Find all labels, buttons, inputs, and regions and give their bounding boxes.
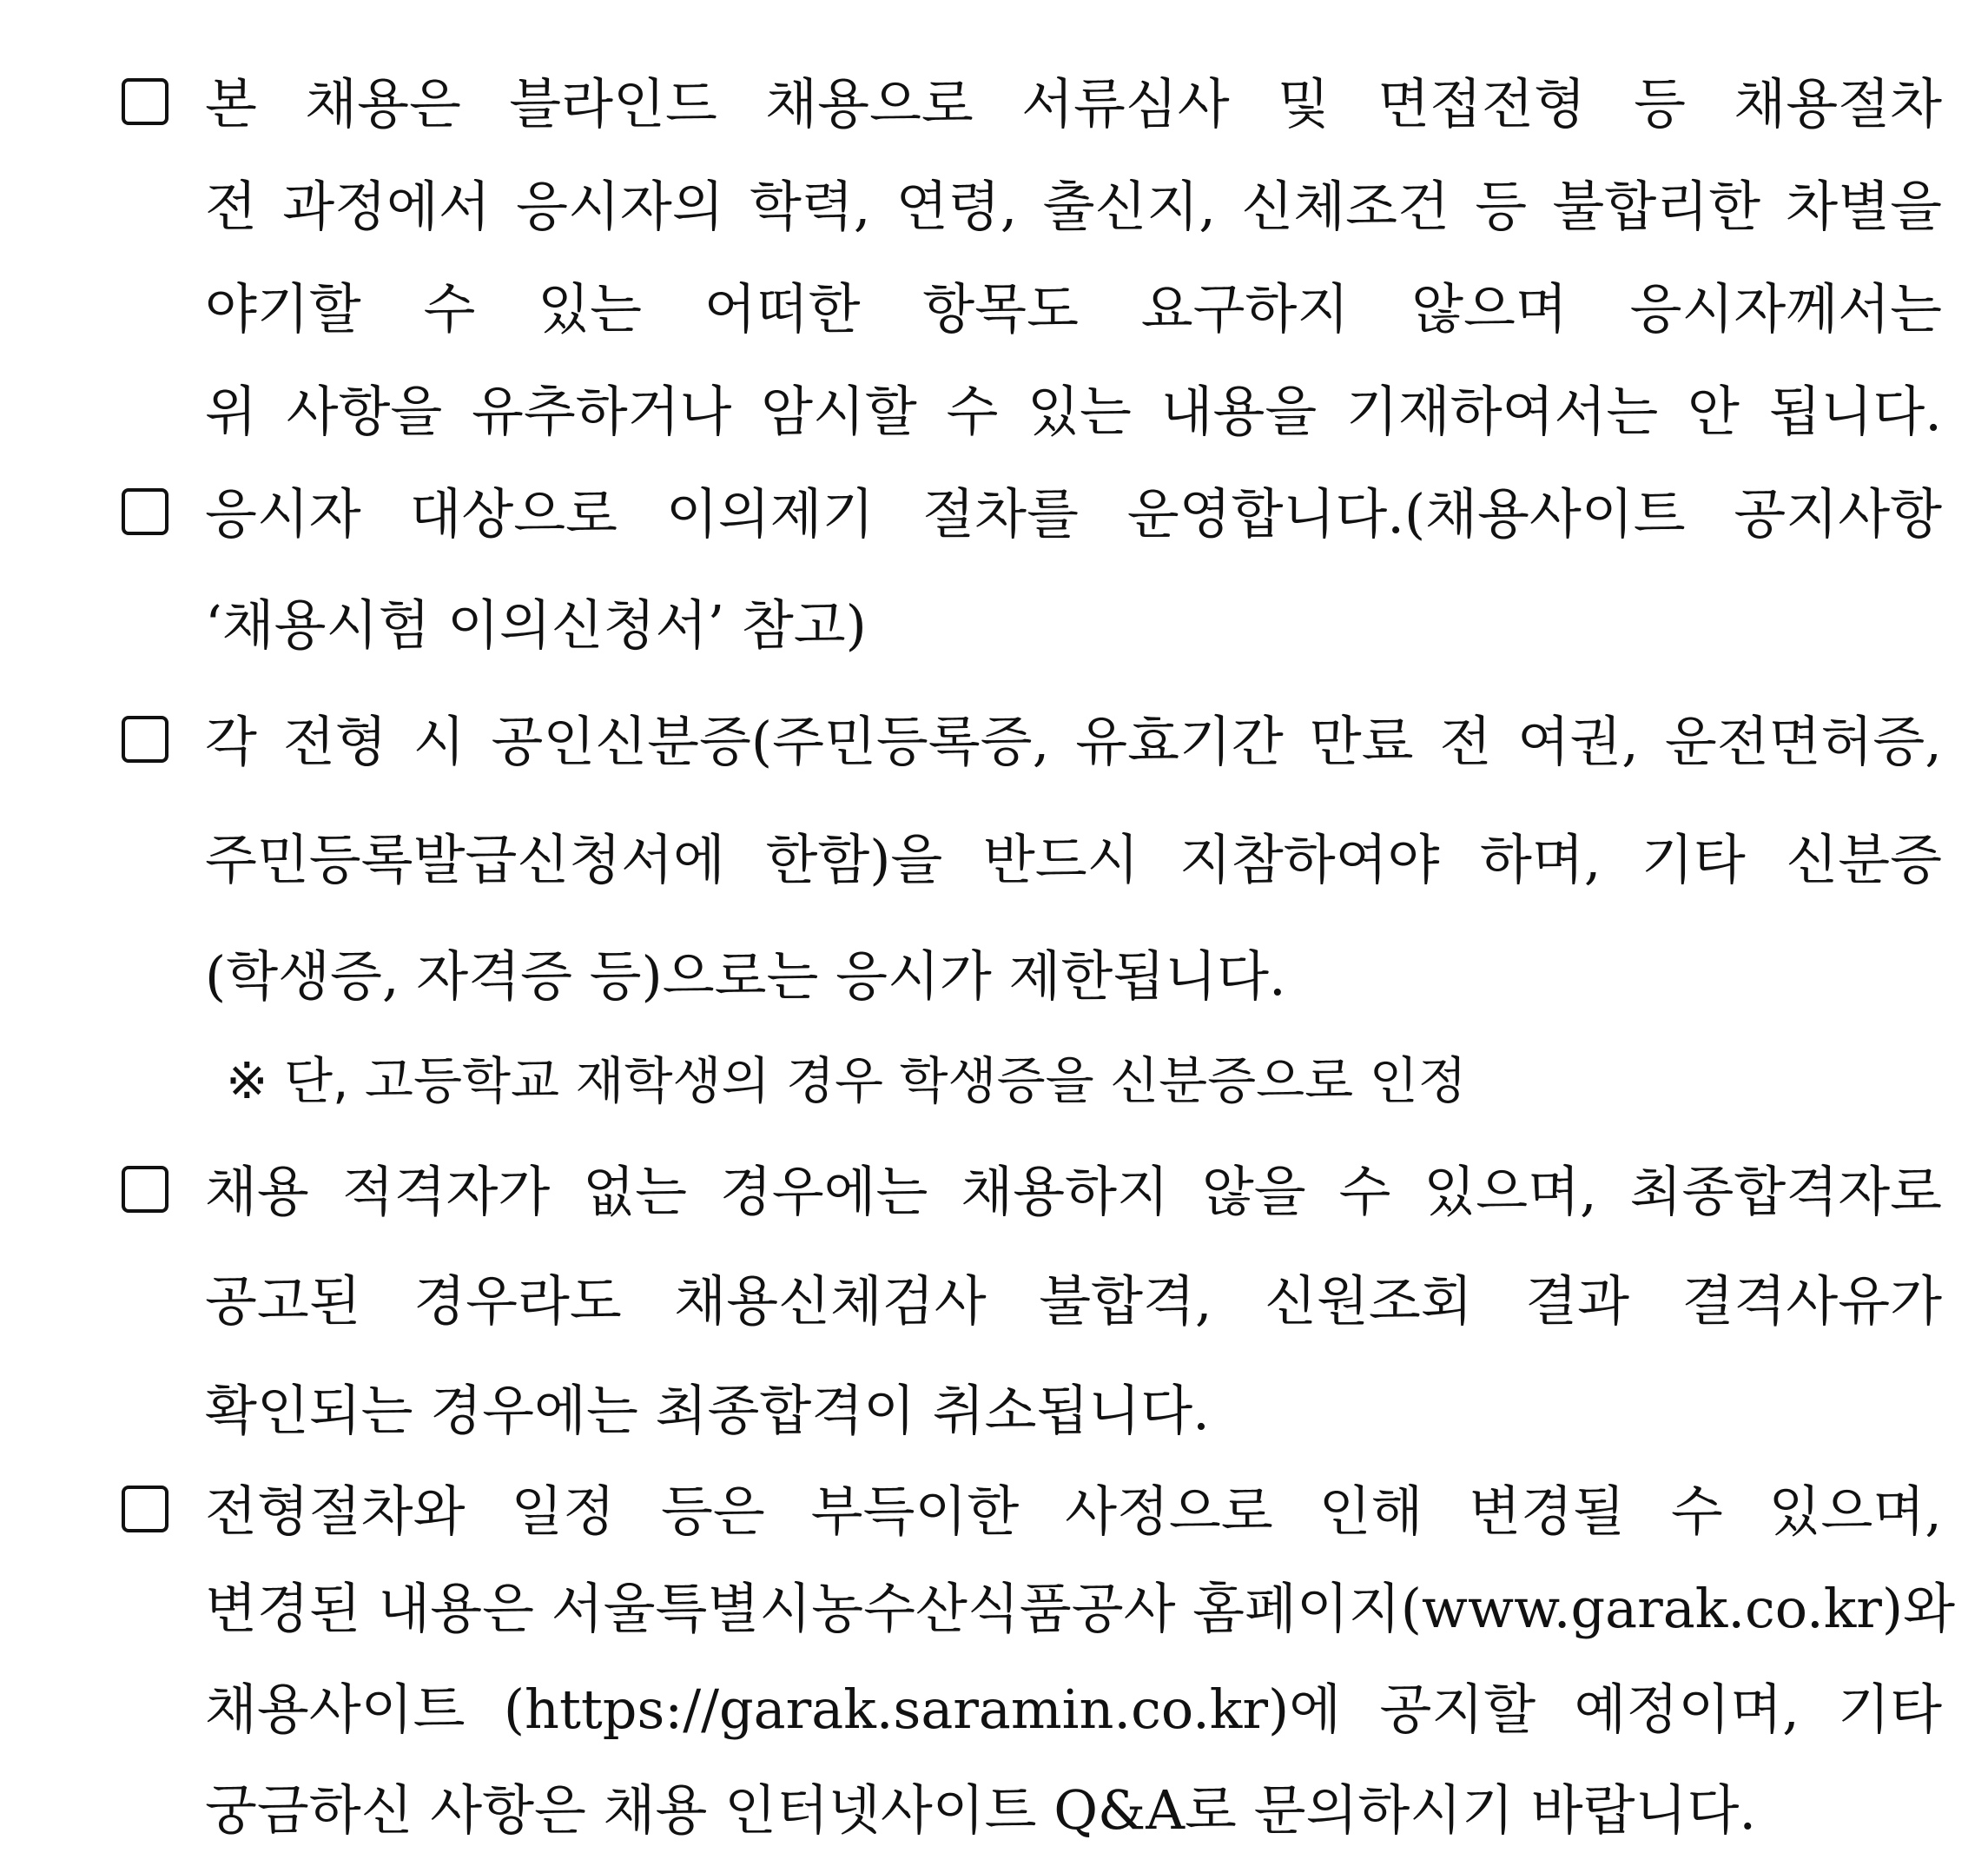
checkbox-bullet-icon: [122, 78, 168, 125]
notice-line: ‘채용시험 이의신청서’ 참고): [205, 593, 867, 657]
checkbox-bullet-icon: [122, 488, 168, 535]
checkbox-bullet-icon: [122, 1486, 168, 1532]
notice-line: 채용사이트 (https://garak.saramin.co.kr)에 공지할 예정이며, 기타: [205, 1678, 1942, 1741]
notice-line: 주민등록발급신청서에 한함)을 반드시 지참하여야 하며, 기타 신분증: [205, 828, 1942, 891]
notice-line: 채용 적격자가 없는 경우에는 채용하지 않을 수 있으며, 최종합격자로: [205, 1160, 1942, 1223]
notice-line: 야기할 수 있는 어떠한 항목도 요구하지 않으며 응시자께서는: [205, 277, 1942, 341]
notice-line: 각 전형 시 공인신분증(주민등록증, 유효기간 만료 전 여권, 운전면허증,: [205, 710, 1942, 773]
checkbox-bullet-icon: [122, 1166, 168, 1213]
notice-line: 본 채용은 블라인드 채용으로 서류심사 및 면접전형 등 채용절차: [205, 72, 1942, 136]
checkbox-bullet-icon: [122, 716, 168, 763]
notice-line: 공고된 경우라도 채용신체검사 불합격, 신원조회 결과 결격사유가: [205, 1269, 1942, 1333]
notice-line: (학생증, 자격증 등)으로는 응시가 제한됩니다.: [205, 944, 1286, 1008]
notice-line: 전형절차와 일정 등은 부득이한 사정으로 인해 변경될 수 있으며,: [205, 1479, 1942, 1543]
notice-note-student-id: ※ 단, 고등학교 재학생의 경우 학생증을 신분증으로 인정: [226, 1051, 1467, 1110]
notice-line: 확인되는 경우에는 최종합격이 취소됩니다.: [205, 1379, 1210, 1442]
notice-line: 위 사항을 유추하거나 암시할 수 있는 내용을 기재하여서는 안 됩니다.: [205, 380, 1942, 443]
notice-line: 응시자 대상으로 이의제기 절차를 운영합니다.(채용사이트 공지사항: [205, 482, 1942, 546]
notice-line: 궁금하신 사항은 채용 인터넷사이트 Q&A로 문의하시기 바랍니다.: [205, 1778, 1757, 1842]
notice-line: 전 과정에서 응시자의 학력, 연령, 출신지, 신체조건 등 불합리한 차별을: [205, 175, 1942, 238]
notice-line: 변경된 내용은 서울특별시농수산식품공사 홈페이지(www.garak.co.kr)와: [205, 1577, 1955, 1640]
